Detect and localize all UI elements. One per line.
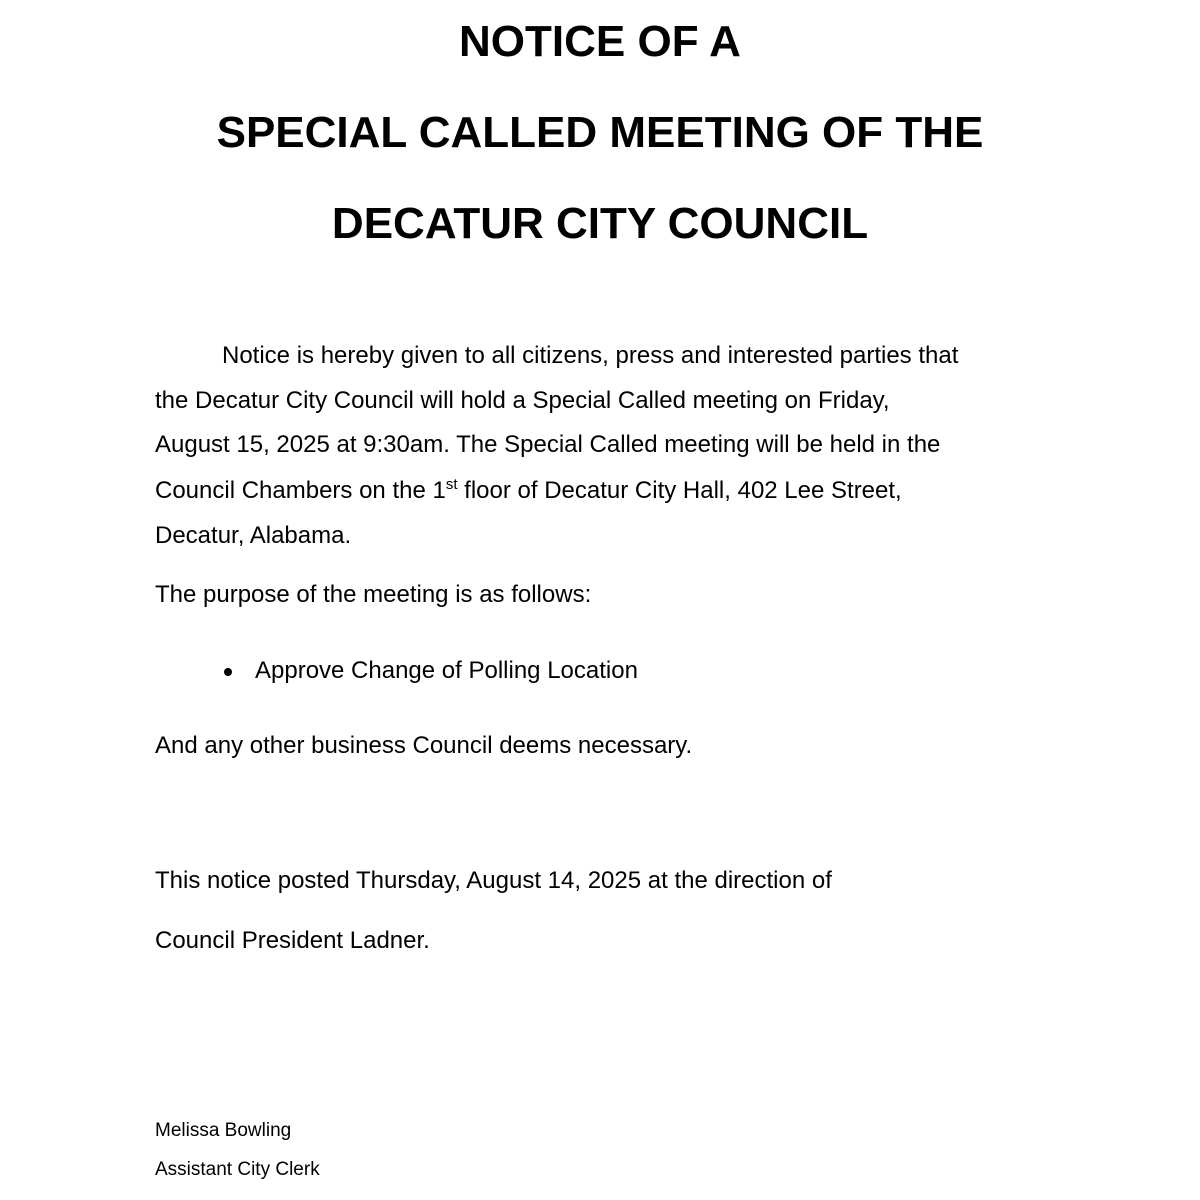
title-line-1: NOTICE OF A <box>459 17 741 66</box>
purpose-intro: The purpose of the meeting is as follows: <box>155 581 592 608</box>
posting-line-1: This notice posted Thursday, August 14, 2025 at the direction of <box>155 867 832 894</box>
notice-line-3: August 15, 2025 at 9:30am. The Special Called meeting will be held in the <box>155 431 941 458</box>
other-business: And any other business Council deems necessary. <box>155 732 693 759</box>
title-line-3: DECATUR CITY COUNCIL <box>331 199 869 248</box>
notice-line-4-start: Council Chambers on the 1 <box>155 477 446 504</box>
ordinal-suffix: st <box>445 476 458 493</box>
notice-line-5: Decatur, Alabama. <box>155 522 352 549</box>
title-line-2: SPECIAL CALLED MEETING OF THE <box>216 108 984 157</box>
purpose-item-label: Approve Change of Polling Location <box>255 657 638 684</box>
notice-line-4-end: floor of Decatur City Hall, 402 Lee Street, <box>457 477 902 504</box>
signature-name: Melissa Bowling <box>155 1120 292 1141</box>
notice-line-2: the Decatur City Council will hold a Special Called meeting on Friday, <box>155 387 890 414</box>
posting-line-2: Council President Ladner. <box>155 927 430 954</box>
signature-title: Assistant City Clerk <box>155 1159 320 1180</box>
notice-line-4 <box>155 476 902 506</box>
notice-line-1: Notice is hereby given to all citizens, press and interested parties that <box>222 342 959 369</box>
bullet-icon <box>224 668 232 676</box>
